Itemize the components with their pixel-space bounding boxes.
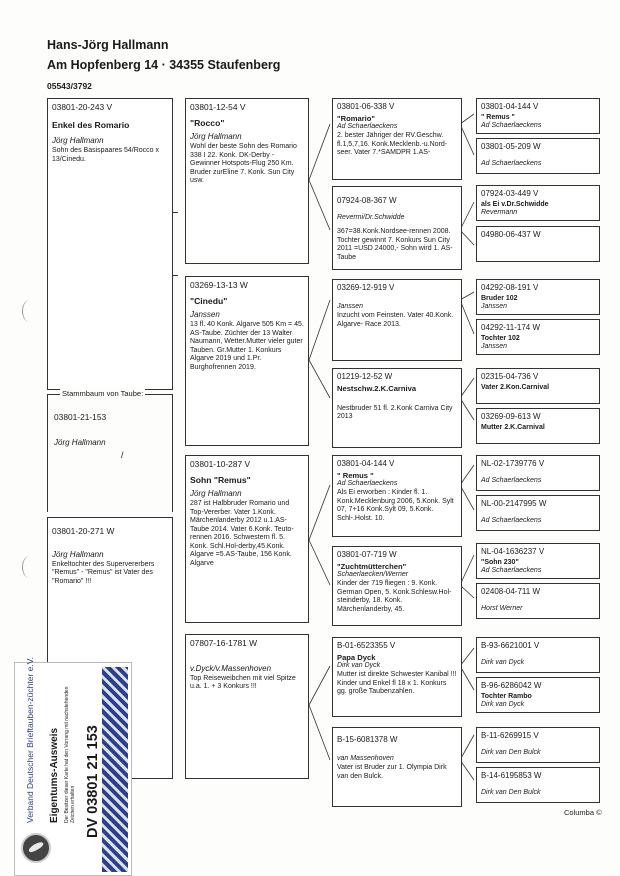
owner-name: v.Dyck/v.Massenhoven — [190, 664, 272, 674]
great-grandparent-box — [476, 138, 600, 174]
breeder-address: Am Hopfenberg 14 · 34355 Staufenberg — [47, 58, 281, 72]
ring-number: B-96-6286042 W — [481, 681, 542, 690]
stammbaum-ring: 03801-21-153 — [54, 412, 107, 422]
card-note: Der Besitzer dieser Karte hat den Vorrang mit nachstehenden Zeichen erhalten — [64, 686, 76, 823]
grandparent-box — [332, 368, 462, 448]
owner-name: Dirk van Dyck — [337, 661, 381, 669]
pigeon-description: Nestbruder 51 fl. 2.Konk Carniva City 2013 — [337, 404, 453, 421]
pigeon-name: Enkel des Romario — [52, 120, 130, 131]
connector-line — [309, 300, 330, 360]
pigeon-description: 367=38.Konk.Nordsee-rennen 2008. Tochter gewinnt 7. Konkurs Sun City 2011 =USD 24000,- Sohn wird 1. AS-Taube — [337, 227, 453, 261]
great-grandparent-box — [476, 226, 600, 262]
owner-name: Janssen — [190, 310, 220, 320]
card-emblem-logo — [21, 833, 51, 863]
grandparent-box — [332, 279, 462, 361]
ring-number: NL-02-1739776 V — [481, 459, 545, 468]
ring-number: 02408-04-711 W — [481, 587, 540, 596]
connector-line — [309, 705, 330, 760]
stammbaum-label: Stammbaum von Taube: — [62, 389, 144, 398]
pigeon-name: als Ei v.Dr.Schwidde — [481, 200, 549, 208]
great-grandparent-box — [476, 368, 600, 404]
pigeon-description: Wohl der beste Sohn des Romario 338 I 22. Konk. DK-Derby - Gewinner Hotspots-Flug 250 Km. Bruder zurEline 7. Konk. Sun City usw. — [190, 142, 297, 185]
great-grandparent-box — [476, 727, 600, 763]
grandparent-box — [332, 546, 462, 626]
ring-number: 03801-20-271 W — [52, 526, 115, 536]
great-grandparent-box — [476, 677, 600, 713]
pigeon-description: Top Reiseweibchen mit viel Spitze u.a. 1. + 3 Konkurs !!! — [190, 674, 296, 691]
great-grandparent-box — [476, 495, 600, 531]
ownership-card — [14, 656, 132, 876]
owner-name: Janssen — [481, 342, 508, 350]
ring-number: 03801-04-144 V — [337, 459, 395, 468]
ring-number: 07924-08-367 W — [337, 196, 397, 205]
stammbaum-mark: / — [121, 450, 124, 460]
pigeon-name: " Remus " — [337, 470, 374, 480]
connector-line — [460, 114, 474, 124]
great-grandparent-box — [476, 767, 600, 803]
owner-name: Dirk van Dyck — [481, 700, 525, 708]
pigeon-description: Mutter ist direkte Schwester Kanibal !!! Kinder und Enkel fl 18 x 1. Konkurs gg. große Taubenzahlen. — [337, 671, 457, 696]
breeder-code: 05543/3792 — [47, 81, 92, 91]
owner-name: Ad Schaerlaeckens — [481, 516, 542, 524]
pigeon-name: "Romario" — [337, 113, 376, 123]
ring-number: 03801-05-209 W — [481, 142, 541, 151]
connector-line — [460, 378, 474, 398]
pigeon-description: Inzucht vom Feinsten. Vater 40.Konk. Algarve- Race 2013. — [337, 311, 454, 328]
owner-name: Jörg Hallmann — [52, 550, 104, 560]
pigeon-description: Enkeltochter des Supervererbers "Remus" - "Remus" ist Vater des "Romario" !!! — [52, 560, 155, 585]
connector-line — [460, 300, 474, 334]
ring-number: 07924-03-449 V — [481, 189, 539, 198]
ring-number: 03801-20-243 V — [52, 102, 113, 112]
ring-number: 03269-09-613 W — [481, 412, 541, 421]
ring-number: 04292-08-191 V — [481, 283, 539, 292]
great-grandparent-box — [476, 319, 600, 355]
pigeon-name: Nestschw.2.K.Carniva — [337, 383, 417, 393]
footer-brand: Columba © — [564, 808, 602, 817]
grandparent-box — [332, 727, 462, 807]
ring-number: 04980-06-437 W — [481, 230, 541, 239]
grandparent-box — [332, 186, 462, 270]
connector-line — [309, 360, 330, 398]
owner-name: Dirk van Den Bulck — [481, 748, 541, 756]
connector-line — [460, 485, 474, 510]
ring-number: B-11-6269915 V — [481, 731, 539, 740]
great-grandparent-box — [476, 637, 600, 673]
connector-line — [309, 124, 330, 180]
pigeon-name: "Sohn 230" — [481, 558, 519, 566]
owner-name: Ad Schaerlaeckens — [481, 121, 542, 129]
pigeon-name: Sohn "Remus" — [190, 475, 251, 486]
owner-name: Revermi/Dr.Schwidde — [337, 213, 405, 221]
grandparent-box — [332, 98, 462, 180]
connector-line — [460, 648, 474, 666]
ring-number: B-15-6081378 W — [337, 735, 398, 744]
connector-line — [460, 666, 474, 690]
connector-line — [460, 555, 474, 585]
grandparent-box — [332, 455, 462, 537]
pigeon-description: Kinder der 719 fliegen : 9. Konk. German Open, 5. Konk.Schlesw.Hol-steinderby, 18. Konk. Märchenlanderby, 45. — [337, 580, 452, 613]
owner-name: Ad Schaerlaeckens — [481, 476, 542, 484]
dove-icon — [28, 840, 45, 853]
connector-line — [460, 585, 474, 598]
great-grandparent-box — [476, 583, 600, 619]
connector-line — [460, 760, 474, 780]
card-title: Eigentums-Ausweis — [49, 727, 60, 823]
pigeon-description: Sohn des Basispaares 54/Rocco x 13/Cinedu. — [52, 146, 160, 163]
owner-name: Ad Schaerlaeckens — [337, 479, 398, 487]
pigeon-name: "Cinedu" — [190, 296, 228, 307]
ring-number: 03801-04-144 V — [481, 102, 539, 111]
pigeon-description: 2. bester Jähriger der RV.Geschw. fl.1,5,7,16. Konk.Mecklenb.-u.Nord-seer. Vater 7.*SAMDPR 1.AS- — [337, 132, 448, 157]
card-pattern-band — [102, 667, 128, 872]
ring-number: B-93-6621001 V — [481, 641, 540, 650]
pigeon-name: Bruder 102 — [481, 294, 518, 302]
owner-name: Janssen — [337, 302, 364, 310]
great-grandparent-box — [476, 98, 600, 134]
ring-number: 07807-16-1781 W — [190, 638, 258, 648]
great-grandparent-box — [476, 455, 600, 491]
owner-name: Horst Werner — [481, 604, 523, 612]
ring-number: 03801-07-719 W — [337, 550, 397, 559]
connector-line — [309, 540, 330, 585]
owner-name: Ad Schaerlaeckens — [337, 122, 398, 130]
card-ring-number: DV 03801 21 153 — [85, 725, 101, 838]
ring-number: NL-00-2147995 W — [481, 499, 547, 508]
great-grandparent-box — [476, 543, 600, 579]
ring-number: 02315-04-736 V — [481, 372, 539, 381]
ring-number: 03269-13-13 W — [190, 280, 248, 290]
connector-line — [460, 202, 474, 230]
great-grandparent-box — [476, 185, 600, 221]
pigeon-name: "Rocco" — [190, 118, 225, 129]
ring-number: 03801-10-287 V — [190, 459, 251, 469]
connector-line — [460, 465, 474, 485]
ring-number: B-14-6195853 W — [481, 771, 542, 780]
owner-name: Jörg Hallmann — [190, 489, 242, 499]
stammbaum-owner: Jörg Hallmann — [54, 438, 106, 447]
card-org-name: Verband Deutscher Brieftauben-züchter e.V. — [25, 656, 35, 823]
connector-line — [309, 485, 330, 540]
ring-number: 04292-11-174 W — [481, 323, 540, 332]
pigeon-name: Tochter 102 — [481, 334, 520, 342]
connector-line — [460, 735, 474, 760]
pigeon-name: " Remus " — [481, 113, 515, 121]
owner-name: Ad Schaerlaeckens — [481, 566, 542, 574]
owner-name: van Massenhoven — [337, 754, 394, 762]
owner-name: Janssen — [481, 302, 508, 310]
ring-number: 03269-12-919 V — [337, 283, 395, 292]
owner-name: Jörg Hallmann — [190, 132, 242, 142]
ring-number: B-01-6523355 V — [337, 641, 396, 650]
great-grandparent-box — [476, 279, 600, 315]
pigeon-description: 13 fl. 40 Konk. Algarve 505 Km = 45. AS-Taube. Züchter der 13 Walter Naumann, Wetter.Mutter vieler guter Tauben. Gr.Mutter 1. Konkurs Algarve 2019 und 1.Pr. Burghofrennen 2019. — [190, 320, 304, 371]
owner-name: Schaerlaecken/Werner — [337, 570, 409, 578]
connector-line — [309, 180, 330, 230]
owner-name: Dirk van Dyck — [481, 658, 525, 666]
pigeon-name: Papa Dyck — [337, 652, 376, 662]
pigeon-description: 287 ist Halbbruder Romario und Top-Vererber. Vater 1.Konk. Märchenlanderby 2012 u.1.AS-Taube 2014. Vater 6.Konk. Teuto-rennen 2016. Schwestern fl. 5. Konk. Schl.Hol-derby,45.Konk. Algarve =5.AS-Taube, 156 Konk. Algarve — [190, 499, 294, 567]
ring-number: 03801-12-54 V — [190, 102, 246, 112]
spacer — [481, 242, 595, 248]
connector-line — [460, 398, 474, 420]
owner-name: Revermann — [481, 208, 518, 216]
pigeon-name: Tochter Rambo — [481, 692, 532, 700]
grandparent-box — [332, 637, 462, 717]
pigeon-name: "Zuchtmütterchen" — [337, 561, 407, 571]
owner-name: Ad Schaerlaeckens — [481, 159, 542, 167]
great-grandparent-box — [476, 408, 600, 444]
connector-line — [460, 230, 474, 245]
pigeon-name: Mutter 2.K.Carnival — [481, 423, 545, 431]
breeder-name: Hans-Jörg Hallmann — [47, 38, 169, 52]
pigeon-description: Als Ei erworben : Kinder fl. 1. Konk.Mecklenburg 2006, 5.Konk. Sylt 07, 7+16 Konk.Sylt 09, 5.Konk. Schl-.Holst. 10. — [337, 489, 454, 522]
ring-number: NL-04-1636237 V — [481, 547, 545, 556]
connector-line — [309, 666, 330, 705]
pigeon-name: Vater 2.Kon.Carnival — [481, 383, 550, 391]
connector-line — [460, 292, 474, 300]
ring-number: 01219-12-52 W — [337, 372, 393, 381]
ring-number: 03801-06-338 V — [337, 102, 395, 111]
owner-name: Dirk van Den Bulck — [481, 788, 541, 796]
pigeon-description: Vater ist Bruder zur 1. Olympia Dirk van den Bulck. — [337, 763, 447, 780]
connector-line — [460, 124, 474, 155]
owner-name: Jörg Hallmann — [52, 136, 104, 146]
